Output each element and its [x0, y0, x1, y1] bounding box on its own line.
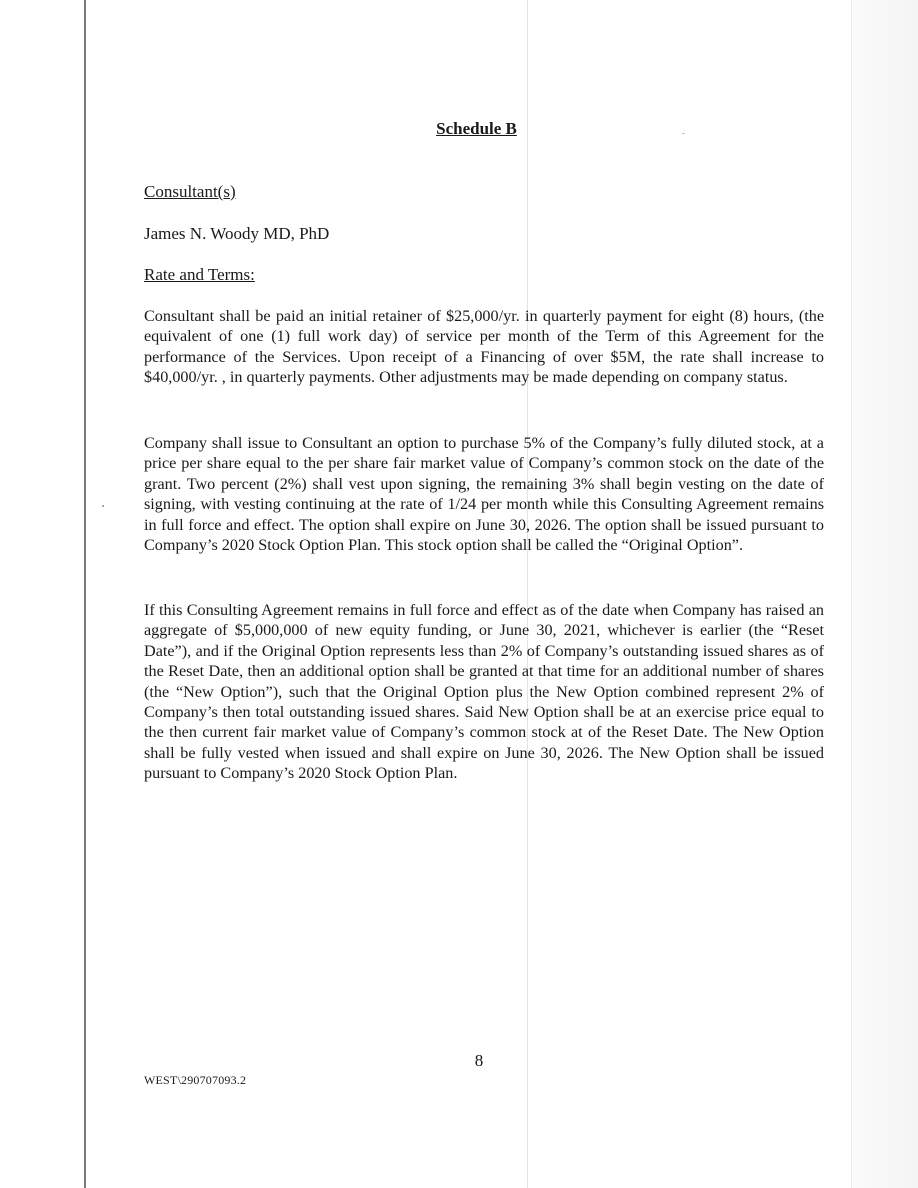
- reset-option-paragraph: If this Consulting Agreement remains in full force and effect as of the date when Company has raised an aggregate of $5,000,000 of new equity funding, or June 30, 2021, whichever is earlier (the “Reset Date”), and if the Original Option represents less than 2% of Company’s outstanding issued shares as of the Reset Date, then an additional option shall be granted at that time for an additional number of shares (the “New Option”), such that the Original Option plus the New Option combined represent 2% of Company’s then total outstanding issued shares. Said New Option shall be at an exercise price equal to the then current fair market value of Company’s common stock at of the Reset Date. The New Option shall be fully vested when issued and shall expire on June 30, 2026. The New Option shall be issued pursuant to Company’s 2020 Stock Option Plan.: [144, 601, 824, 783]
- scan-edge-line: [84, 0, 86, 1188]
- consultant-name: James N. Woody MD, PhD: [144, 224, 330, 243]
- retainer-paragraph: Consultant shall be paid an initial retainer of $25,000/yr. in quarterly payment for eight (8) hours, (the equivalent of one (1) full work day) of service per month of the Term of this Agreement for the performance of the Services. Upon receipt of a Financing of over $5M, the rate shall increase to $40,000/yr. , in quarterly payments. Other adjustments may be made depending on company status.: [144, 307, 824, 387]
- stock-option-paragraph: Company shall issue to Consultant an option to purchase 5% of the Company’s fully diluted stock, at a price per share equal to the per share fair market value of Company’s common stock on the date of the grant. Two percent (2%) shall vest upon signing, the remaining 3% shall begin vesting on the date of signing, with vesting continuing at the rate of 1/24 per month while this Consulting Agreement remains in full force and effect. The option shall expire on June 30, 2026. The option shall be issued pursuant to Company’s 2020 Stock Option Plan. This stock option shall be called the “Original Option”.: [144, 434, 824, 555]
- scan-shadow: [852, 0, 918, 1188]
- scan-right-edge: [851, 0, 852, 1188]
- schedule-title: Schedule B: [436, 119, 517, 138]
- document-id: WEST\290707093.2: [144, 1073, 247, 1087]
- consultant-heading: Consultant(s): [144, 182, 236, 201]
- scan-fold-line: [527, 0, 528, 1188]
- scan-speck: [102, 505, 104, 507]
- page-number: 8: [474, 1051, 484, 1070]
- rate-terms-heading: Rate and Terms:: [144, 265, 255, 284]
